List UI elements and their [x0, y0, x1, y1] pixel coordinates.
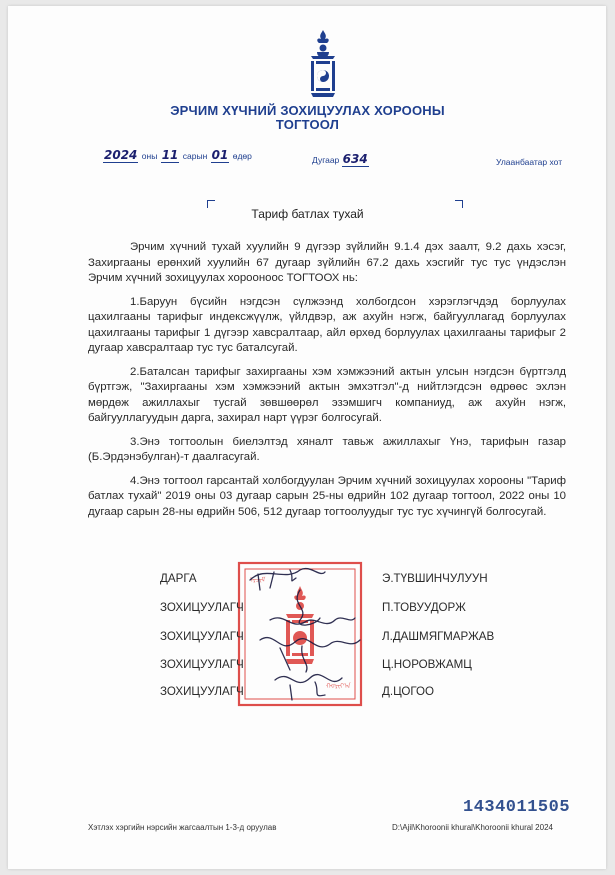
footer-file-path: D:\Ajil\Khoroonii khural\Khoroonii khural 2024 [392, 823, 553, 832]
signature-role: ЗОХИЦУУЛАГЧ [160, 685, 244, 698]
day-suffix: өдөр [232, 151, 252, 161]
body-item-2: 2.Баталсан тарифыг захиргааны хэм хэмжээний актын улсын нэгдсэн бүртгэлд бүртгэж, "Захиргааны хэм хэмжээний актын эмхэтгэл"-д нийтлэгдсэн өдрөөс эхлэн мөрдөж ажиллахыг тусгай зөвшөөрөл эзэмшигч компаниуд, аж ахуйн нэгж, байгууллагуудын дарга, захирал нарт үүрэг болгосугай. [88, 365, 566, 424]
place-label: Улаанбаатар хот [496, 157, 563, 167]
signature-row [160, 572, 520, 592]
organization-title [0, 104, 615, 132]
svg-text:ᠡᠷᠴᠢᠮ: ᠡᠷᠴᠢᠮ [250, 576, 266, 584]
soyombo-emblem-icon [308, 30, 338, 98]
year-suffix: оны [141, 151, 158, 161]
year-handwritten: 2024 [104, 148, 138, 162]
month-handwritten: 11 [161, 148, 179, 162]
body-item-3: 3.Энэ тогтоолын биелэлтэд хяналт тавьж ажиллахыг Үнэ, тарифын газар (Б.Эрдэнэбулган)-т даалгасугай. [88, 435, 566, 463]
signature-role: ДАРГА [160, 572, 197, 585]
signature-row [160, 601, 520, 621]
signature-row [160, 658, 520, 678]
org-title-line2: ТОГТООЛ [275, 117, 340, 132]
signature-role: ЗОХИЦУУЛАГЧ [160, 630, 244, 643]
signature-row [160, 630, 520, 650]
number-handwritten: 634 [342, 152, 368, 166]
org-title-line1: ЭРЧИМ ХҮЧНИЙ ЗОХИЦУУЛАХ ХОРООНЫ [170, 103, 445, 118]
signature-name: Э.ТҮВШИНЧУЛУУН [382, 572, 488, 585]
day-handwritten: 01 [211, 148, 229, 162]
body-item-1: 1.Баруун бүсийн нэгдсэн сүлжээнд холбогдсон хэрэглэгчдэд борлуулах цахилгааны тарифыг индексжүүлж, үйлдвэр, аж ахуйн нэгж, байгууллагад борлуулах цахилгааны тарифыг 1 дүгээр хавсралтаар, айл өрхөд борлуулах цахилгааны тарифыг 2 дугаар хавсралтаар тус тус баталсугай. [88, 295, 566, 354]
body-item-4: 4.Энэ тогтоол гарсантай холбогдуулан Эрчим хүчний зохицуулах хорооны "Тариф батлах тухай" 2019 оны 03 дугаар сарын 25-ны өдрийн 102 дугаар тогтоол, 2022 оны 10 дугаар сарын 28-ны өдрийн 506, 512 дугаар тогтоолуудыг тус тус хүчингүй болгосугай. [88, 474, 566, 518]
decree-number [312, 152, 369, 167]
signature-role: ЗОХИЦУУЛАГЧ [160, 601, 244, 614]
registration-number: 1434011505 [463, 798, 571, 817]
signature-name: Ц.НОРОВЖАМЦ [382, 658, 472, 671]
signature-role: ЗОХИЦУУЛАГЧ [160, 658, 244, 671]
number-label: Дугаар [312, 155, 340, 165]
signature-name: Д.ЦОГОО [382, 685, 435, 698]
svg-text:ᠬᠣᠷᠢᠶ᠎ᠠ: ᠬᠣᠷᠢᠶ᠎ᠠ [326, 682, 351, 690]
month-suffix: сарын [182, 151, 208, 161]
footer-archive-note: Хэтлэх хэргийн нэрсийн жагсаалтын 1-3-д оруулав [88, 823, 277, 832]
document-subject: Тариф батлах тухай [251, 207, 364, 221]
document-body [88, 240, 566, 528]
signature-name: Л.ДАШМЯГМАРЖАВ [382, 630, 495, 643]
signature-row [160, 685, 520, 705]
body-intro: Эрчим хүчний тухай хуулийн 9 дүгээр зүйлийн 9.1.4 дэх заалт, 9.2 дахь хэсэг, Захиргааны ерөнхий хуулийн 67 дугаар зүйлийн 67.2 дахь хэсгийг тус тус үндэслэн Эрчим хүчний зохицуулах хорооноос ТОГТООХ нь: [88, 241, 566, 284]
signature-name: П.ТОВУУДОРЖ [382, 601, 466, 614]
date-line [103, 148, 253, 163]
